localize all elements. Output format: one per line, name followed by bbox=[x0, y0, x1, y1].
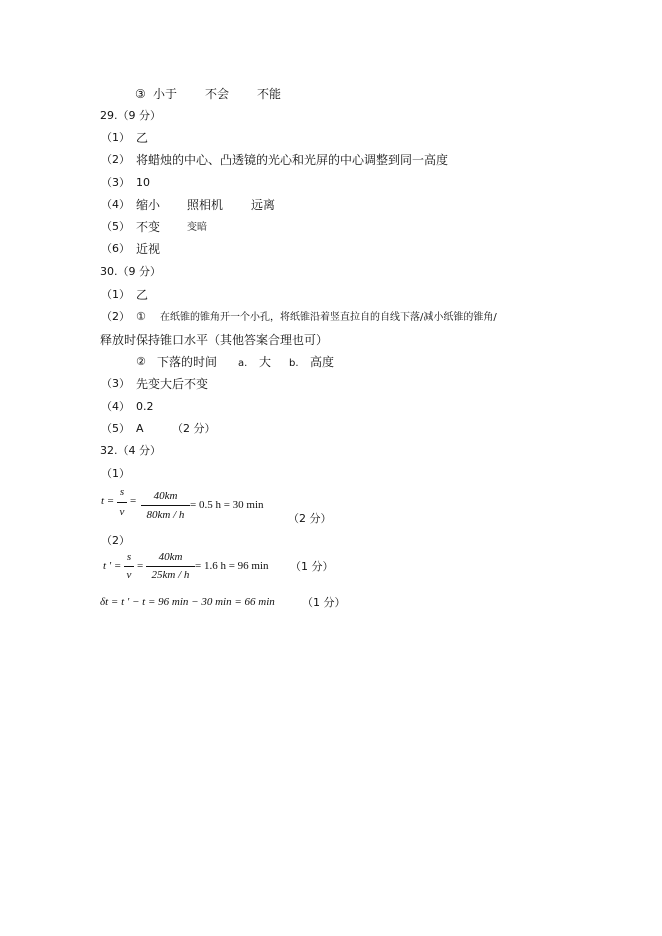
q30-item2-num: （2） bbox=[101, 310, 130, 323]
q30-item4-num: （4） bbox=[101, 400, 130, 413]
q32-part3-score: （1 分） bbox=[302, 596, 346, 609]
q29-item6-text: 近视 bbox=[136, 242, 161, 256]
q32-part1-frac1-bar bbox=[117, 502, 127, 503]
q28-item3-answer-c: 不能 bbox=[257, 87, 282, 101]
q30-item2-sub1-text: 在纸锥的锥角开一个小孔，将纸锥沿着竖直拉自的自线下落/减小纸锥的锥角/ bbox=[160, 312, 497, 323]
q29-item2-num: （2） bbox=[101, 153, 130, 166]
q29-item5-num: （5） bbox=[101, 220, 130, 233]
q32-header: 32.（4 分） bbox=[100, 444, 161, 457]
q30-item2-sub1-num: ① bbox=[136, 310, 146, 323]
q30-item5-score: （2 分） bbox=[172, 422, 216, 435]
q29-item4-answer-c: 远离 bbox=[251, 198, 276, 212]
q32-part2-frac1-bar bbox=[124, 566, 134, 567]
q29-item2-text: 将蜡烛的中心、凸透镜的光心和光屏的中心调整到同一高度 bbox=[136, 153, 449, 167]
q32-part2-score: （1 分） bbox=[290, 560, 334, 573]
q30-item5-text: A bbox=[136, 422, 144, 435]
q32-part1-frac2-bar bbox=[141, 505, 190, 506]
q32-part1-score: （2 分） bbox=[288, 512, 332, 525]
q30-item2-sub2-num: ② bbox=[136, 355, 146, 368]
q30-item2-sub2-a: 大 bbox=[259, 355, 272, 369]
q30-item2-sub2-b-label: b. bbox=[289, 358, 299, 369]
q32-part2-frac1-denominator: v bbox=[126, 569, 132, 581]
q30-item1-num: （1） bbox=[101, 288, 130, 301]
q29-item4-answer-b: 照相机 bbox=[187, 198, 224, 212]
q29-item4-num: （4） bbox=[101, 198, 130, 211]
q30-item1-text: 乙 bbox=[136, 288, 149, 302]
q32-part2-frac2-bar bbox=[146, 566, 195, 567]
q28-item3-answer-a: 小于 bbox=[153, 87, 178, 101]
q32-part1-frac2-denominator: 80km / h bbox=[146, 509, 185, 521]
q29-item5-answer-b: 变暗 bbox=[187, 222, 207, 233]
q29-item6-num: （6） bbox=[101, 242, 130, 255]
q32-part1-lhs: t = bbox=[101, 495, 115, 507]
q32-part3-expression: δt = t ' − t = 96 min − 30 min = 66 min bbox=[100, 596, 275, 608]
q30-item2-sub2-a-label: a. bbox=[238, 358, 248, 369]
q28-item3-answer-b: 不会 bbox=[205, 87, 230, 101]
q30-item5-num: （5） bbox=[101, 422, 130, 435]
q32-part1-label: （1） bbox=[101, 467, 130, 480]
q29-item3-num: （3） bbox=[101, 176, 130, 189]
q30-item2-sub2-text: 下落的时间 bbox=[157, 355, 218, 369]
q32-part2-lhs: t ' = bbox=[103, 560, 122, 572]
q32-part1-frac1-numerator: s bbox=[119, 486, 125, 498]
q32-part2-label: （2） bbox=[101, 534, 130, 547]
q28-item3-num: ③ bbox=[135, 87, 146, 101]
q32-part1-equals: = bbox=[130, 495, 137, 507]
q32-part2-frac2-numerator: 40km bbox=[158, 551, 183, 563]
q30-item3-text: 先变大后不变 bbox=[136, 377, 209, 391]
q29-item1-num: （1） bbox=[101, 131, 130, 144]
q32-part2-result: = 1.6 h = 96 min bbox=[195, 560, 269, 572]
q30-item3-num: （3） bbox=[101, 377, 130, 390]
q32-part2-equals: = bbox=[137, 560, 144, 572]
q30-item2-sub2-b: 高度 bbox=[310, 355, 335, 369]
q32-part2-frac1-numerator: s bbox=[126, 551, 132, 563]
q32-part1-frac1-denominator: v bbox=[119, 506, 125, 518]
q29-header: 29.（9 分） bbox=[100, 109, 161, 122]
q29-item1-text: 乙 bbox=[136, 131, 149, 145]
q32-part1-result: = 0.5 h = 30 min bbox=[190, 499, 264, 511]
q30-item2-sub1-continuation: 释放时保持锥口水平（其他答案合理也可） bbox=[100, 333, 329, 347]
q30-header: 30.（9 分） bbox=[100, 265, 161, 278]
q29-item5-answer-a: 不变 bbox=[136, 220, 161, 234]
q30-item4-text: 0.2 bbox=[136, 400, 154, 413]
q29-item4-answer-a: 缩小 bbox=[136, 198, 161, 212]
q29-item3-text: 10 bbox=[136, 176, 150, 189]
q32-part1-frac2-numerator: 40km bbox=[153, 490, 178, 502]
q32-part2-frac2-denominator: 25km / h bbox=[151, 569, 190, 581]
